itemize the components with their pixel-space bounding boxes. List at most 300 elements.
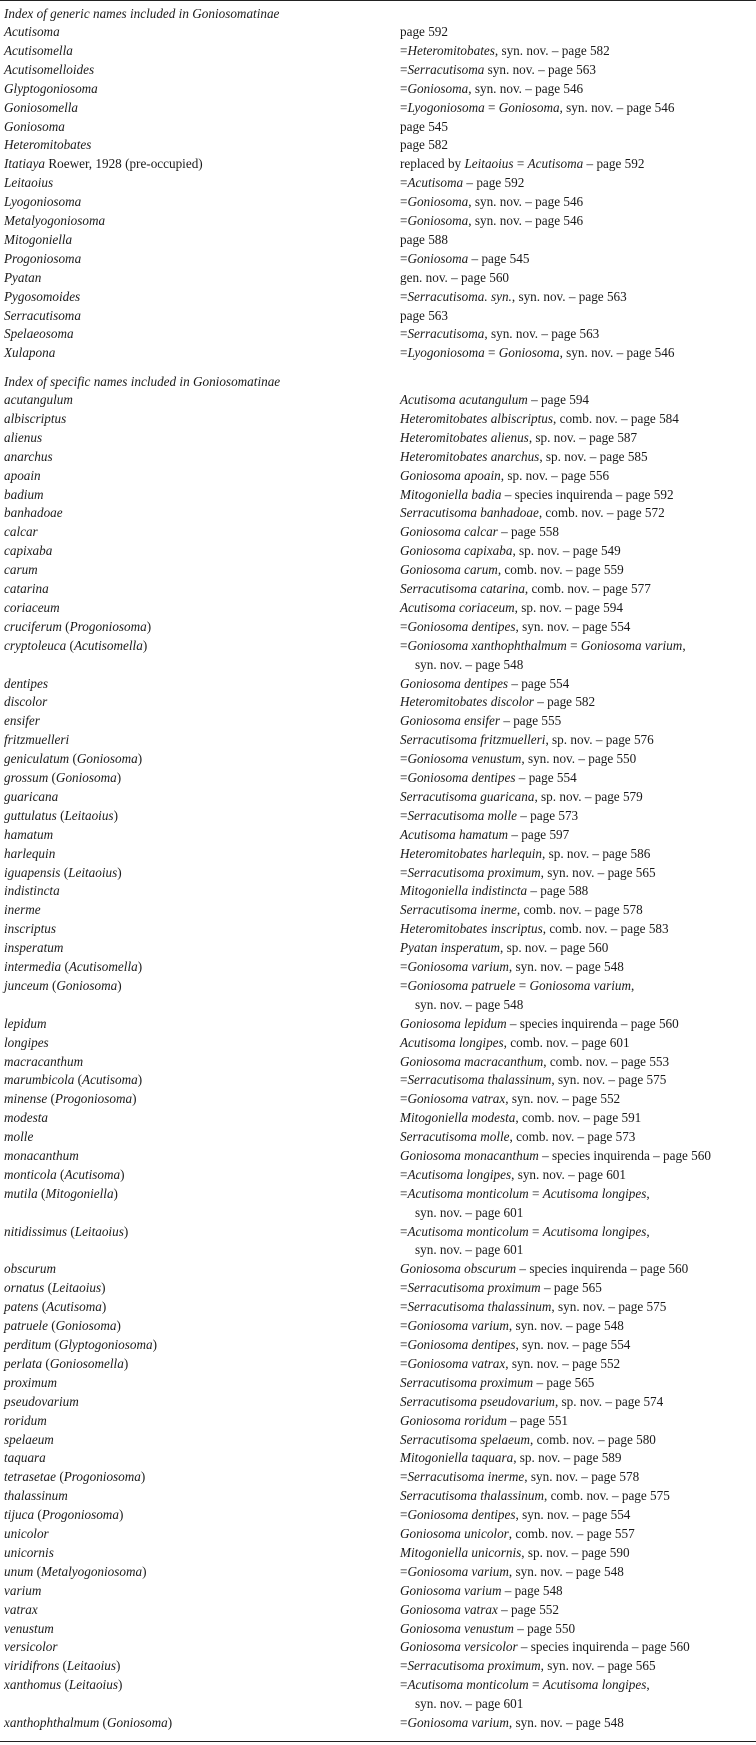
entry-name: [4, 1261, 56, 1277]
entry-name-part: Acutisomelloides: [4, 61, 95, 77]
entry-name: [4, 1186, 118, 1202]
entry-reference-part: , syn. nov. – page 546: [559, 345, 675, 361]
entry-name-part: Heteromitobates: [4, 137, 92, 153]
entry-reference-part: Goniosoma varium: [407, 1318, 509, 1334]
entry-name-part: xanthomus: [4, 1677, 62, 1693]
entry-reference-part: Goniosoma dentipes: [407, 1507, 516, 1523]
entry-name-part: Acutisoma: [64, 1166, 121, 1182]
entry-name-part: ): [101, 1299, 107, 1315]
entry-name-part: ): [152, 1337, 158, 1352]
entry-name-part: (: [48, 770, 56, 785]
entry-reference-part: , sp. nov. – page 586: [542, 845, 651, 861]
entry-name-part: insperatum: [4, 940, 64, 956]
entry-reference-part: , comb. nov. – page 583: [542, 921, 669, 937]
entry-name-part: ensifer: [4, 713, 40, 729]
entry-name-part: (: [60, 864, 69, 880]
entry-reference: [400, 411, 679, 427]
entry-name-part: Leitaoius: [4, 175, 54, 191]
entry-reference-part: – page 554: [508, 675, 570, 691]
entry-name-part: guttulatus: [4, 807, 57, 823]
entry-reference-part: , syn. nov. – page 548: [508, 1318, 624, 1334]
entry-name-part: fritzmuelleri: [4, 732, 70, 748]
entry-reference-part: – page 558: [497, 524, 559, 540]
entry-reference: [400, 1016, 679, 1032]
entry-name-part: versicolor: [4, 1639, 58, 1655]
entry-reference-part: Goniosoma roridum: [400, 1412, 507, 1428]
entry-reference-continuation: [415, 1242, 523, 1258]
entry-name-part: Pyatan: [4, 269, 42, 285]
entry-reference-part: =: [400, 1299, 408, 1315]
entry-reference-part: =: [400, 1185, 408, 1201]
entry-name-part: (: [33, 1563, 42, 1579]
entry-reference-part: =: [400, 770, 408, 785]
entry-reference-part: replaced by: [400, 156, 465, 172]
entry-reference: [400, 789, 643, 805]
entry-name-part: lepidum: [4, 1015, 47, 1031]
entry-name: [4, 1129, 33, 1145]
entry-reference: [400, 808, 578, 824]
entry-reference: [400, 1091, 620, 1107]
entry-reference-part: Goniosoma lepidum: [400, 1015, 507, 1031]
entry-name-part: mutila: [4, 1185, 38, 1201]
entry-reference: [400, 846, 650, 862]
entry-reference-part: – page 597: [508, 826, 570, 842]
entry-name-part: varium: [4, 1582, 42, 1598]
entry-name-part: Acutisoma: [46, 1299, 102, 1315]
entry-reference: [400, 524, 559, 540]
entry-reference-part: Goniosoma: [407, 194, 469, 210]
entry-reference-part: =: [400, 42, 408, 58]
entry-name-part: Goniosoma: [55, 770, 117, 785]
entry-reference: [400, 581, 651, 597]
entry-name: [4, 1299, 106, 1315]
entry-name-part: unum: [4, 1563, 34, 1579]
entry-name: [4, 1016, 47, 1032]
entry-name: [4, 505, 63, 521]
entry-name-part: ): [116, 1318, 121, 1334]
entry-name-part: indistincta: [4, 883, 60, 899]
entry-name: [4, 543, 52, 559]
entry-name-part: (: [67, 1223, 75, 1239]
entry-reference: [400, 100, 674, 116]
entry-reference-part: Goniosoma varium: [400, 1582, 502, 1598]
entry-name-part: harlequin: [4, 845, 56, 861]
entry-name: [4, 43, 73, 59]
entry-reference-part: – page 565: [540, 1280, 602, 1296]
entry-reference-part: – species inquirenda – page 560: [506, 1015, 679, 1031]
entry-name-part: Progoniosoma: [69, 618, 147, 634]
entry-name-part: Progoniosoma: [4, 250, 82, 266]
entry-reference-part: ,: [682, 637, 686, 653]
entry-reference-part: =: [400, 1563, 408, 1579]
entry-name-part: (: [47, 1091, 55, 1107]
entry-name-part: Acutisoma: [4, 24, 60, 39]
entry-reference-continuation: [415, 1696, 523, 1712]
entry-name: [4, 1413, 47, 1429]
entry-name-part: ): [137, 751, 143, 767]
entry-name-part: taquara: [4, 1450, 46, 1466]
entry-reference: [400, 1639, 690, 1655]
entry-reference: [400, 1564, 624, 1580]
entry-name: [4, 581, 49, 597]
entry-reference-part: , comb. nov. – page 601: [503, 1034, 630, 1050]
entry-name: [4, 345, 55, 361]
entry-name: [4, 24, 60, 40]
entry-name: [4, 449, 53, 465]
entry-reference: [400, 1545, 630, 1561]
entry-reference-part: page 592: [400, 24, 448, 39]
entry-reference-part: Serracutisoma molle: [400, 1129, 510, 1145]
entry-name: [4, 732, 69, 748]
entry-name: [4, 1507, 123, 1523]
entry-reference-part: Goniosoma venustum: [407, 751, 522, 767]
entry-reference-part: – page 552: [497, 1601, 559, 1617]
entry-name: [4, 213, 105, 229]
entry-reference-part: Serracutisoma inerme: [407, 1469, 525, 1485]
entry-reference: [400, 1299, 666, 1315]
entry-name: [4, 921, 56, 937]
entry-reference: [400, 713, 561, 729]
entry-reference-part: – page 594: [527, 392, 590, 407]
entry-name-part: ): [140, 1469, 146, 1485]
entry-reference: [400, 543, 621, 559]
entry-reference-part: , syn. nov. – page 563: [511, 288, 627, 304]
entry-reference-part: Goniosoma dentipes: [407, 618, 516, 634]
entry-reference-part: Mitogoniella modesta: [400, 1110, 516, 1126]
entry-name-part: ): [137, 1072, 143, 1088]
entry-reference-part: =: [400, 326, 408, 342]
entry-reference-part: , comb. nov. – page 572: [538, 505, 665, 521]
entry-name-part: modesta: [4, 1110, 48, 1126]
entry-reference: [400, 1526, 635, 1542]
entry-name-part: geniculatum: [4, 751, 70, 767]
entry-reference-part: Serracutisoma molle: [407, 807, 517, 823]
entry-name-part: patruele: [4, 1318, 48, 1334]
entry-name-part: acutangulum: [4, 392, 73, 407]
entry-reference-part: – page 551: [506, 1412, 569, 1428]
entry-reference-part: Acutisoma: [527, 156, 584, 172]
entry-name-part: Serracutisoma: [4, 307, 81, 323]
entry-name-part: ): [116, 770, 122, 785]
entry-name: [4, 1280, 106, 1296]
entry-name: [4, 1337, 157, 1353]
entry-reference-part: Goniosoma patruele: [407, 977, 516, 993]
entry-reference-part: Lyogoniosoma: [407, 99, 485, 115]
entry-reference-part: – page 550: [513, 1620, 576, 1636]
entry-reference: [400, 694, 595, 710]
entry-name-part: Goniosoma: [4, 118, 65, 134]
entry-reference-part: Goniosoma: [407, 80, 469, 96]
entry-reference-part: , sp. nov. – page 549: [512, 543, 621, 559]
entry-name-part: Progoniosoma: [54, 1091, 133, 1107]
entry-name-part: apoain: [4, 467, 41, 483]
entry-reference: [400, 827, 569, 843]
entry-name-part: Leitaoius: [74, 1223, 124, 1239]
entry-reference-part: Heteromitobates alienus: [400, 429, 529, 445]
entry-name: [4, 676, 48, 692]
entry-reference-part: Goniosoma varium: [407, 1715, 509, 1730]
entry-reference: [400, 137, 448, 153]
entry-reference: [400, 676, 569, 692]
entry-name-part: Lyogoniosoma: [4, 194, 82, 210]
entry-name: [4, 175, 53, 191]
entry-reference: [400, 865, 656, 881]
entry-reference-part: – species inquirenda – page 560: [517, 1639, 690, 1655]
entry-name: [4, 789, 58, 805]
entry-reference-part: =: [400, 194, 408, 210]
entry-name: [4, 940, 63, 956]
entry-reference-continuation: [415, 657, 523, 673]
entry-name-part: Xulapona: [4, 345, 56, 361]
entry-reference: [400, 81, 583, 97]
entry-name: [4, 289, 80, 305]
entry-reference-part: Serracutisoma thalassinum: [407, 1072, 552, 1088]
entry-name: [4, 251, 81, 267]
entry-name: [4, 100, 78, 116]
entry-reference-part: =: [515, 977, 530, 993]
entry-reference-part: Heteromitobates harlequin: [400, 845, 542, 861]
entry-reference: [400, 213, 583, 229]
top-rule: [0, 0, 756, 1]
entry-reference-part: Goniosoma varium: [580, 637, 683, 653]
entry-reference: [400, 1602, 559, 1618]
entry-reference-part: Serracutisoma thalassinum: [407, 1299, 552, 1315]
entry-reference: [400, 1394, 663, 1410]
entry-reference-part: , syn. nov. – page 575: [551, 1072, 667, 1088]
entry-reference-part: Heteromitobates inscriptus: [400, 921, 543, 937]
entry-name: [4, 194, 81, 210]
entry-name: [4, 1583, 41, 1599]
entry-reference-part: =: [400, 1507, 408, 1523]
entry-name-part: Itatiaya: [4, 156, 46, 172]
entry-name: [4, 1450, 46, 1466]
entry-reference: [400, 1261, 688, 1277]
entry-reference-part: =: [400, 1337, 408, 1352]
entry-reference: [400, 289, 627, 305]
entry-name: [4, 62, 94, 78]
entry-reference-part: – species inquirenda – page 592: [501, 486, 674, 502]
entry-reference: [400, 1280, 602, 1296]
entry-reference: [400, 1375, 594, 1391]
entry-reference-part: Serracutisoma banhadoae: [400, 505, 539, 521]
entry-reference-part: Serracutisoma proximum: [407, 1280, 541, 1296]
entry-reference-part: , comb. nov. – page 573: [509, 1129, 636, 1145]
entry-name-part: Acutisomella: [73, 637, 143, 653]
entry-reference-part: – page 555: [500, 713, 562, 729]
entry-name-part: proximum: [4, 1374, 57, 1390]
entry-reference-part: Mitogoniella indistincta: [400, 883, 528, 899]
entry-reference-part: Acutisoma longipes: [542, 1677, 647, 1693]
entry-name-part: (: [56, 1166, 65, 1182]
entry-reference-part: Goniosoma venustum: [400, 1620, 514, 1636]
entry-reference-part: , syn. nov. – page 554: [515, 1337, 631, 1352]
entry-name-part: (: [47, 1318, 56, 1334]
entry-reference-part: =: [528, 1223, 543, 1239]
entry-name-part: Goniosoma: [76, 751, 138, 767]
entry-reference-part: page 563: [400, 307, 448, 323]
entry-reference: [400, 251, 529, 267]
entry-name: [4, 562, 38, 578]
entry-reference-part: – page 545: [468, 250, 530, 266]
entry-reference-part: , syn. nov. – page 565: [540, 1658, 656, 1674]
entry-reference-part: , syn. nov. – page 554: [515, 1507, 631, 1523]
entry-reference-part: =: [528, 1185, 543, 1201]
entry-reference-part: Serracutisoma pseudovarium: [400, 1393, 555, 1409]
entry-name-part: spelaeum: [4, 1431, 54, 1447]
entry-reference: [400, 978, 634, 994]
entry-reference-part: Goniosoma varium: [407, 959, 509, 974]
entry-name: [4, 1639, 57, 1655]
entry-reference: [400, 638, 686, 654]
entry-reference: [400, 270, 509, 286]
entry-name: [4, 1224, 128, 1240]
entry-name-part: (: [66, 637, 74, 653]
entry-name-part: Goniosomella: [4, 99, 78, 115]
entry-name-part: Goniosoma: [106, 1715, 168, 1730]
entry-reference-part: Acutisoma longipes: [407, 1166, 512, 1182]
entry-reference: [400, 194, 583, 210]
entry-name: [4, 1488, 68, 1504]
entry-name-part: banhadoae: [4, 505, 63, 521]
entry-reference: [400, 883, 588, 899]
entry-reference: [400, 770, 577, 786]
entry-reference-part: , comb. nov. – page 577: [524, 581, 651, 596]
entry-reference-part: =: [400, 288, 408, 304]
entry-name: [4, 751, 142, 767]
entry-reference-part: syn. nov. – page 601: [415, 1204, 524, 1220]
entry-reference-part: =: [400, 1658, 408, 1674]
entry-name: [4, 1715, 172, 1731]
entry-name-part: anarchus: [4, 448, 53, 464]
entry-name-part: ): [167, 1715, 173, 1730]
entry-name: [4, 411, 66, 427]
entry-reference: [400, 232, 448, 248]
bottom-rule: [0, 1741, 756, 1742]
entry-name-part: (: [44, 1280, 53, 1296]
entry-reference-part: =: [400, 1318, 408, 1334]
entry-reference-part: =: [400, 1355, 408, 1371]
entry-reference: [400, 751, 636, 767]
entry-name-part: Roewer, 1928 (pre-occupied): [45, 156, 203, 172]
entry-reference-part: syn. nov. – page 548: [415, 996, 524, 1012]
entry-reference-part: Serracutisoma guaricana: [400, 788, 535, 804]
entry-reference-part: Heteromitobates anarchus: [400, 448, 540, 464]
entry-reference-part: Goniosoma unicolor: [400, 1526, 509, 1541]
entry-reference-part: Mitogoniella taquara: [400, 1450, 514, 1466]
entry-name-part: ): [123, 1355, 129, 1371]
entry-reference-part: Goniosoma varium: [407, 1563, 509, 1579]
entry-name: [4, 883, 60, 899]
entry-name-part: (: [38, 1299, 47, 1315]
entry-reference: [400, 119, 448, 135]
entry-reference-part: – page 592: [463, 175, 525, 191]
entry-name: [4, 232, 72, 248]
entry-name-part: Goniosoma: [56, 977, 118, 993]
entry-reference-part: =: [400, 250, 408, 266]
generic-index-heading: Index of generic names included in Goniosomatinae: [4, 6, 280, 21]
entry-reference-part: , sp. nov. – page 594: [514, 599, 623, 615]
entry-reference-part: syn. nov. – page 563: [484, 61, 596, 77]
entry-name: [4, 619, 151, 635]
entry-name-part: pseudovarium: [4, 1393, 79, 1409]
entry-name: [4, 827, 53, 843]
entry-reference-part: Serracutisoma. syn.: [407, 288, 512, 304]
entry-reference-part: =: [484, 99, 499, 115]
entry-name: [4, 1658, 120, 1674]
entry-name-part: ): [120, 1166, 125, 1182]
entry-name-part: Metalyogoniosoma: [4, 213, 106, 228]
entry-reference: [400, 959, 624, 975]
entry-reference-part: Goniosoma obscurum: [400, 1261, 517, 1277]
entry-reference-part: =: [400, 959, 408, 974]
entry-name-part: ): [113, 1185, 118, 1201]
entry-reference-part: Heteromitobates albiscriptus: [400, 410, 553, 426]
entry-reference-part: Acutisoma acutangulum: [400, 392, 528, 407]
entry-name-part: Pygosomoides: [4, 288, 81, 304]
entry-reference-part: , syn. nov. – page 552: [505, 1355, 621, 1371]
entry-reference: [400, 1583, 563, 1599]
entry-name-part: nitidissimus: [4, 1223, 68, 1239]
entry-name-part: iguapensis: [4, 864, 61, 880]
entry-reference: [400, 345, 674, 361]
entry-name-part: Leitaoius: [52, 1280, 102, 1296]
entry-name: [4, 1035, 49, 1051]
entry-reference-part: , comb. nov. – page 559: [497, 562, 624, 578]
entry-name: [4, 1054, 83, 1070]
entry-name: [4, 713, 40, 729]
entry-reference: [400, 1450, 622, 1466]
entry-name-part: monticola: [4, 1166, 57, 1182]
entry-reference: [400, 921, 669, 937]
entry-name-part: Leitaoius: [66, 1658, 116, 1674]
entry-name: [4, 600, 60, 616]
entry-name-part: perlata: [4, 1355, 43, 1371]
entry-name-part: Acutisoma: [82, 1072, 138, 1088]
entry-reference-part: =: [400, 977, 408, 993]
entry-reference: [400, 1186, 650, 1202]
entry-name-part: ): [101, 1280, 106, 1296]
entry-name-part: Goniosomella: [49, 1355, 124, 1371]
entry-name-part: Metalyogoniosoma: [41, 1563, 143, 1579]
entry-name-part: tetrasetae: [4, 1469, 57, 1485]
entry-reference: [400, 62, 596, 78]
entry-name-part: (: [42, 1355, 50, 1371]
entry-reference: [400, 326, 599, 342]
entry-reference-part: Acutisoma longipes: [542, 1223, 647, 1239]
entry-name-part: carum: [4, 562, 38, 578]
entry-reference-part: Goniosoma xanthophthalmum: [407, 637, 567, 653]
entry-reference-part: Serracutisoma proximum: [400, 1374, 534, 1390]
entry-reference-part: , comb. nov. – page 575: [543, 1488, 670, 1504]
entry-reference-part: – page 582: [533, 694, 596, 710]
entry-name: [4, 1526, 49, 1542]
entry-name: [4, 1091, 137, 1107]
entry-name-part: capixaba: [4, 543, 53, 559]
entry-reference: [400, 505, 665, 521]
entry-reference-part: ,: [631, 977, 635, 993]
entry-reference: [400, 1677, 650, 1693]
entry-name: [4, 1110, 48, 1126]
entry-reference-part: syn. nov. – page 601: [415, 1696, 524, 1712]
entry-name-part: ): [132, 1091, 137, 1107]
entry-name-part: marumbicola: [4, 1072, 75, 1088]
entry-reference: [400, 1715, 624, 1731]
entry-name-part: macracanthum: [4, 1053, 84, 1069]
entry-reference-part: =: [400, 751, 408, 767]
entry-reference-part: =: [400, 1280, 408, 1296]
entry-reference-part: Goniosoma dentipes: [407, 1337, 516, 1352]
entry-name-part: viridifrons: [4, 1658, 60, 1674]
